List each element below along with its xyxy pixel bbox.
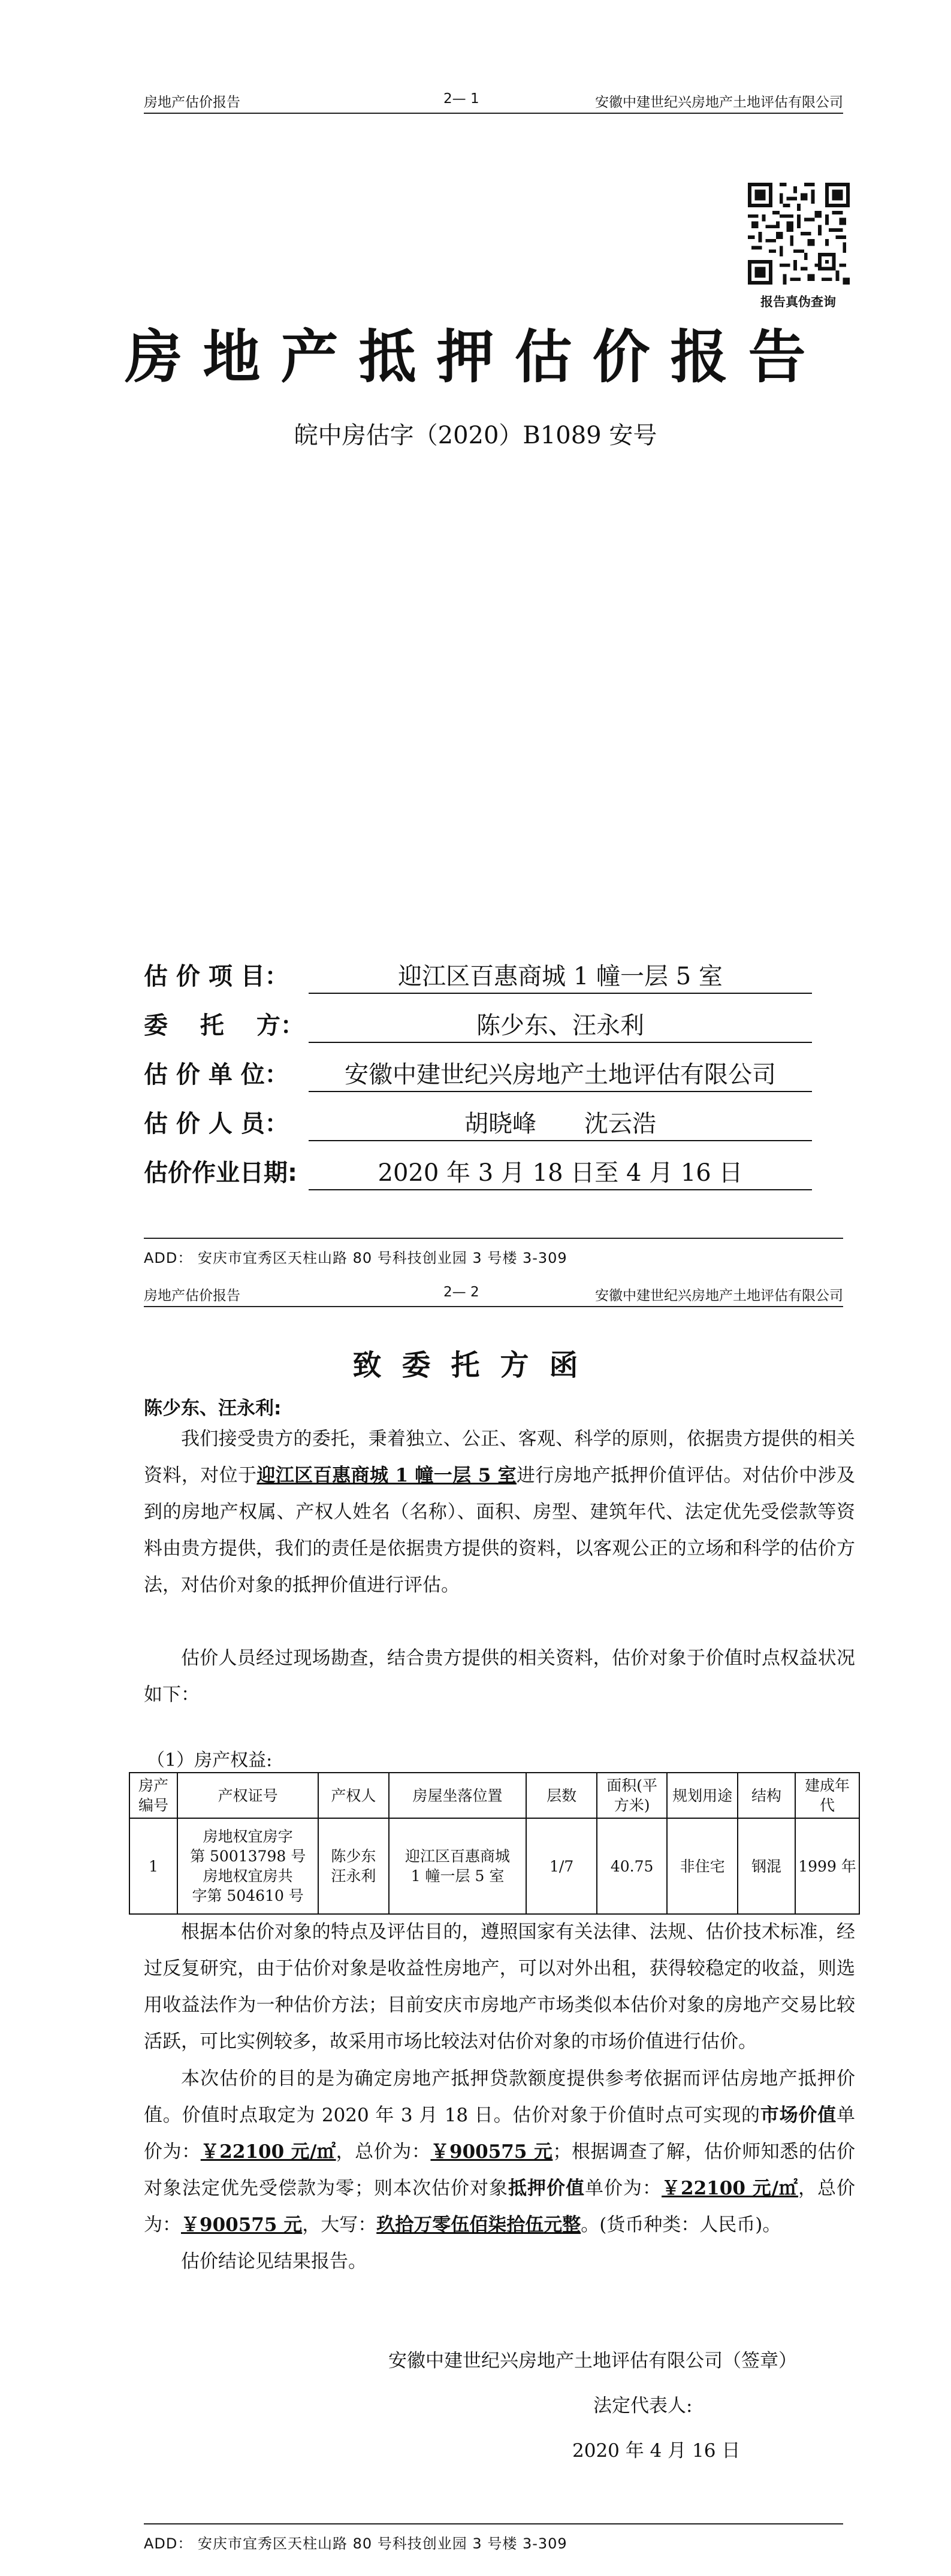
header-left: 房地产估价报告	[144, 95, 240, 110]
text: 我们接受贵方的委托，秉着独立、公正、客观、科学的原则，依据贵方提供的相关资料，对位于	[144, 1428, 855, 1486]
location-line: 迎江区百惠商城	[405, 1848, 511, 1865]
info-value: 安徽中建世纪兴房地产土地评估有限公司	[309, 1056, 812, 1092]
qr-caption: 报告真伪查询	[760, 295, 836, 309]
letter-title: 致委托方函	[352, 1349, 599, 1382]
col-header: 面积(平方米)	[597, 1773, 668, 1818]
property-address: 迎江区百惠商城 1 幢一层 5 室	[256, 1465, 517, 1486]
cell-area: 40.75	[597, 1818, 668, 1914]
page-marker: 2— 1	[443, 91, 479, 107]
location-line: 1 幢一层 5 室	[410, 1867, 505, 1885]
amount-in-words: 玖拾万零伍佰柒拾伍元整	[376, 2214, 581, 2236]
info-value: 胡晓峰 沈云浩	[309, 1105, 812, 1141]
mortgage-value-label: 抵押价值	[508, 2178, 585, 2199]
col-header: 房屋坐落位置	[389, 1773, 527, 1818]
cell-location	[389, 1818, 527, 1914]
mortgage-total-price: ￥900575 元	[181, 2214, 303, 2236]
page-footer	[144, 1238, 843, 1266]
info-label: 估 价 项 目：	[144, 963, 289, 990]
market-value-label: 市场价值	[760, 2105, 837, 2126]
owner-line: 汪永利	[331, 1867, 376, 1885]
signature-representative: 法定代表人:	[593, 2395, 693, 2417]
footer-address: ADD： 安庆市宜秀区天柱山路 80 号科技创业园 3 号楼 3-309	[144, 1250, 567, 1266]
col-header: 房产编号	[129, 1773, 177, 1818]
cell-usage: 非住宅	[667, 1818, 738, 1914]
qr-code-icon	[748, 183, 850, 285]
cert-line: 房地权宜房字	[203, 1828, 293, 1845]
col-header: 建成年代	[795, 1773, 859, 1818]
paragraph-conclusion	[144, 2061, 855, 2244]
col-header: 层数	[526, 1773, 597, 1818]
paragraph-method: 根据本估价对象的特点及评估目的，遵照国家有关法律、法规、估价技术标准，经过反复研究，由于估价对象是收益性房地产，可以对外出租，获得较稳定的收益，则选用收益法作为一种估价方法；目前安庆市房地产市场类似本估价对象的房地产交易比较活跃，可比实例较多，故采用市场比较法对估价对象的市场价值进行估价。	[144, 1921, 855, 2052]
table-row	[129, 1818, 859, 1914]
info-value: 2020 年 3 月 18 日至 4 月 16 日	[309, 1154, 812, 1190]
market-unit-price: ￥22100 元/㎡	[200, 2141, 336, 2163]
cell-floors: 1/7	[526, 1818, 597, 1914]
market-total-price: ￥900575 元	[430, 2141, 553, 2163]
info-value: 陈少东、汪永利	[309, 1006, 812, 1043]
page-header	[144, 1282, 843, 1307]
cert-line: 第 50013798 号	[190, 1848, 306, 1865]
col-header: 规划用途	[667, 1773, 738, 1818]
paragraph-inspection: 估价人员经过现场勘查，结合贵方提供的相关资料，估价对象于价值时点权益状况如下：	[144, 1647, 855, 1706]
signature-company: 安徽中建世纪兴房地产土地评估有限公司（签章）	[388, 2350, 797, 2372]
footer-address: ADD： 安庆市宜秀区天柱山路 80 号科技创业园 3 号楼 3-309	[144, 2535, 567, 2552]
text: 单价为：	[585, 2178, 662, 2199]
info-label: 估 价 单 位：	[144, 1061, 289, 1089]
text: ，大写：	[302, 2214, 377, 2236]
text: ，总价为：	[336, 2141, 431, 2163]
cert-line: 字第 504610 号	[192, 1887, 304, 1904]
mortgage-unit-price: ￥22100 元/㎡	[662, 2178, 799, 2199]
report-number: 皖中房估字（2020）B1089 安号	[294, 422, 657, 449]
cell-structure: 钢混	[738, 1818, 795, 1914]
paragraph-see-result: 估价结论见结果报告。	[181, 2251, 367, 2272]
text: 本次估价的目的是为确定房地产抵押贷款额度提供参考依据而评估房地产抵押价值。价值时点取定为 2020 年 3 月 18 日。估价对象于价值时点可实现的	[144, 2068, 855, 2126]
report-title: 房地产抵押估价报告	[125, 323, 826, 391]
col-header: 产权人	[318, 1773, 389, 1818]
page-footer	[144, 2523, 843, 2552]
owner-line: 陈少东	[331, 1848, 376, 1865]
header-left: 房地产估价报告	[144, 1288, 240, 1304]
text: ，总价为：	[144, 2178, 856, 2236]
col-header: 结构	[738, 1773, 795, 1818]
info-label: 估价作业日期:	[144, 1159, 297, 1187]
page-header	[144, 89, 843, 114]
col-header: 产权证号	[177, 1773, 318, 1818]
info-label: 估 价 人 员：	[144, 1110, 289, 1138]
cert-line: 房地权宜房共	[203, 1867, 293, 1885]
paragraph-intro	[144, 1421, 855, 1604]
header-right: 安徽中建世纪兴房地产土地评估有限公司	[595, 1288, 843, 1304]
text: 进行房地产抵押价值评估。对估价中涉及到的房地产权属、产权人姓名（名称）、面积、房型、建筑年代、法定优先受偿款等资料由贵方提供，我们的责任是依据贵方提供的资料，以客观公正的立场和科学的估价方法，对估价对象的抵押价值进行评估。	[144, 1465, 856, 1596]
signature-date: 2020 年 4 月 16 日	[572, 2440, 741, 2462]
rights-section-label: （1）房产权益:	[147, 1750, 273, 1771]
table-header-row	[129, 1773, 859, 1818]
cell-owner	[318, 1818, 389, 1914]
text: 单价为：	[144, 2105, 855, 2163]
header-right: 安徽中建世纪兴房地产土地评估有限公司	[595, 95, 843, 110]
cell-cert	[177, 1818, 318, 1914]
cell-no: 1	[129, 1818, 177, 1914]
addressee: 陈少东、汪永利:	[144, 1398, 282, 1419]
page-marker: 2— 2	[443, 1284, 479, 1300]
cell-year: 1999 年	[795, 1818, 859, 1914]
text: 。(货币种类：人民币)。	[581, 2214, 781, 2236]
property-rights-table	[129, 1772, 860, 1915]
text: ；根据调查了解，估价师知悉的估价对象法定优先受偿款为零；则本次估价对象	[144, 2141, 856, 2199]
info-value: 迎江区百惠商城 1 幢一层 5 室	[309, 957, 812, 994]
info-label: 委 托 方：	[144, 1012, 304, 1039]
